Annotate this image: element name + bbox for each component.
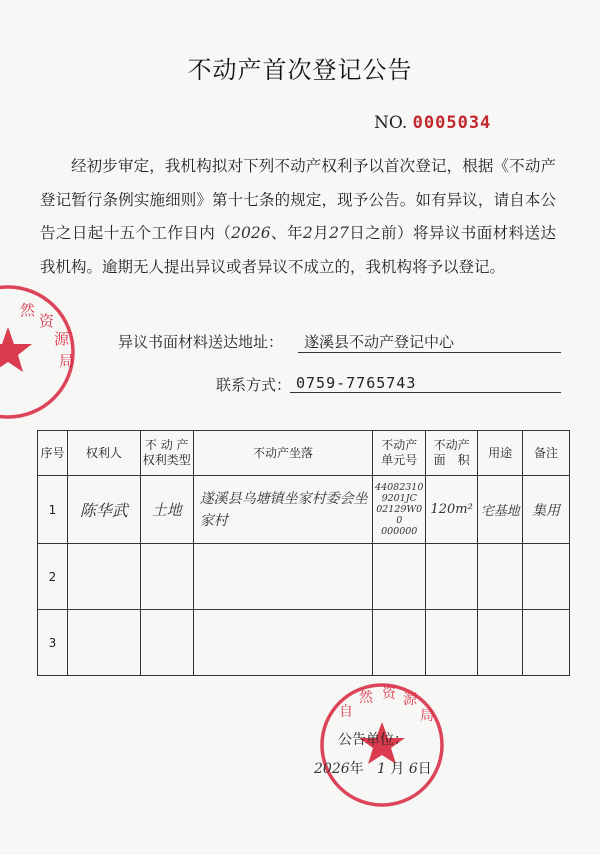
row-unit-no: [373, 544, 426, 610]
page-title: 不动产首次登记公告: [187, 56, 413, 84]
body-text-outro: 日之前）将异议书面材料送达我机构。逾期无人提出异议或者异议不成立的，我机构将予以登记。: [40, 224, 556, 276]
deadline-month: 2: [302, 224, 313, 242]
svg-text:资: 资: [39, 312, 55, 330]
notice-number-value: 0005034: [412, 113, 492, 133]
row-area: [426, 610, 478, 676]
announcer-label: 公告单位：: [338, 732, 408, 748]
col-header-owner: 权利人: [67, 431, 140, 476]
col-header-location: 不动产坐落: [193, 431, 373, 476]
row-index: 3: [38, 610, 68, 676]
date-day-unit: 日: [417, 761, 432, 777]
date-month-unit: 月: [390, 761, 405, 777]
row-area: 120m²: [426, 476, 478, 544]
contact-value: 0759-7765743: [290, 374, 561, 393]
svg-text:局: 局: [59, 352, 75, 370]
table-row: [38, 610, 570, 676]
svg-text:然: 然: [20, 301, 36, 319]
row-index: 2: [38, 544, 68, 610]
svg-text:局: 局: [420, 708, 434, 724]
announce-date: [314, 758, 432, 778]
red-star-icon: [0, 327, 32, 372]
row-use: [478, 610, 523, 676]
month-unit: 月: [312, 224, 330, 242]
row-location: [193, 544, 373, 610]
row-use: [478, 544, 523, 610]
row-note: [523, 544, 570, 610]
col-header-area: 不动产 面 积: [426, 431, 478, 476]
official-seal-left: [0, 282, 78, 422]
date-day: 6: [408, 761, 418, 777]
table-row: [38, 476, 570, 544]
row-owner: [67, 544, 140, 610]
row-owner: [67, 610, 140, 676]
row-right-type: 土地: [140, 476, 193, 544]
svg-text:资: 资: [382, 686, 396, 702]
contact-label: 联系方式：: [216, 376, 292, 394]
row-note: [523, 610, 570, 676]
notice-number: [374, 113, 491, 133]
body-text-intro: 经初步审定，我机构拟对下列不动产权利予以首次登记，根据《不动产登记暂行条例实施细则》第十七条的规定，现予公告。如有异议，请自本公告之日起十五个工作日内（: [40, 157, 556, 242]
col-header-right-type: 不 动 产 权利类型: [140, 431, 193, 476]
col-header-use: 用途: [478, 431, 523, 476]
svg-text:然: 然: [359, 690, 373, 706]
address-label: 异议书面材料送达地址：: [118, 333, 284, 351]
row-use: 宅基地: [478, 476, 523, 544]
row-owner: 陈华武: [67, 476, 140, 544]
row-area: [426, 544, 478, 610]
row-unit-no: 44082310 9201JC 02129W00 000000: [373, 476, 426, 544]
table-header-row: [38, 431, 570, 476]
row-location: 遂溪县乌塘镇坐家村委会坐家村: [193, 476, 373, 544]
row-right-type: [140, 610, 193, 676]
address-row: [118, 331, 283, 352]
table-row: [38, 544, 570, 610]
row-index: 1: [38, 476, 68, 544]
announcer: [338, 729, 408, 749]
contact-row: [216, 374, 291, 395]
date-year: 2026: [314, 761, 350, 777]
announcement-body: 经初步审定，我机构拟对下列不动产权利予以首次登记，根据《不动产登记暂行条例实施细则》第十七条的规定，现予公告。如有异议，请自本公告之日起十五个工作日内（2026、年2月27日之前）将异议书面材料送达我机构。逾期无人提出异议或者异议不成立的，我机构将予以登记。: [40, 157, 556, 276]
property-table: [37, 430, 570, 676]
address-value: 遂溪县不动产登记中心: [298, 331, 561, 353]
row-location: [193, 610, 373, 676]
row-unit-no: [373, 610, 426, 676]
year-unit: 年: [286, 224, 303, 242]
col-header-unit-no: 不动产 单元号: [373, 431, 426, 476]
deadline-year: 2026: [231, 224, 271, 242]
date-year-unit: 年: [349, 761, 364, 777]
col-header-index: 序号: [38, 431, 68, 476]
svg-text:自: 自: [339, 704, 353, 720]
notice-number-label: NO.: [374, 113, 408, 133]
row-note: 集用: [523, 476, 570, 544]
svg-text:源: 源: [54, 330, 70, 348]
deadline-day: 27: [329, 224, 349, 242]
svg-text:源: 源: [403, 692, 417, 708]
date-month: 1: [377, 761, 386, 777]
row-right-type: [140, 544, 193, 610]
col-header-note: 备注: [523, 431, 570, 476]
